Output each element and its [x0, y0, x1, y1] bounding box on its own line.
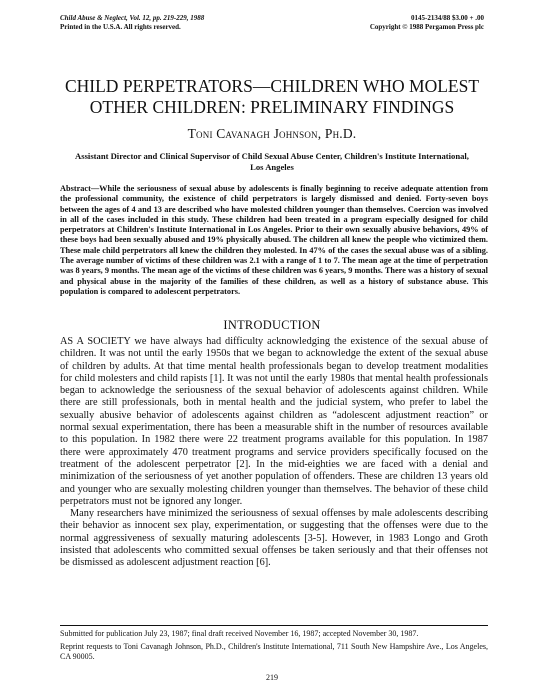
body-text	[60, 336, 488, 570]
issn-code: 0145-2134/88 $3.00 + .00	[410, 14, 484, 22]
journal-citation: Child Abuse & Neglect, Vol. 12, pp. 219-229, 1988	[60, 14, 205, 22]
affiliation-line-2: Los Angeles	[250, 162, 294, 172]
article-title	[60, 76, 484, 118]
abstract-text: —While the seriousness of sexual abuse by adolescents is finally beginning to receive adequate attention from the professional community, the existence of child perpetrators is largely dismissed and denied. Forty-seven boys between the ages of 4 and 13 are described who have molested children younger than themselves. Coercion was involved in all of the cases included in this study. These children had been treated in a program especially designed for child perpetrators at Children's Institute International in Los Angeles. Prior to their own sexually abusive behaviors, 49% of these boys had been sexually abused and 19% physically abused. The children all knew the people who victimized them. These male child perpetrators all knew the children they molested. In 47% of the cases the sexual abuse was of a sibling. The average number of victims of these children was 2.1 with a range of 1 to 7. The mean age at the time of perpetration was 8 years, 9 months. The mean age of the victims of these children was 6 years, 9 months. There was a history of sexual and physical abuse in the majority of the families of these children, as well as a history of substance abuse. This population is compared to adolescent perpetrators.	[60, 184, 488, 296]
paragraph: Many researchers have minimized the seriousness of sexual offenses by male adolescents describing their behavior as innocent sex play, experimentation, or suggesting that the offenses were due to the normal aggressiveness of sexually maturing adolescents [3-5]. However, in 1983 Longo and Groth insisted that adolescents who committed sexual offenses be taken seriously and that their offenses not be dismissed as adolescent adjustment reaction [6].	[60, 508, 488, 569]
paragraph: AS A SOCIETY we have always had difficulty acknowledging the existence of the sexual abuse of children. It was not until the early 1950s that we began to acknowledge the extent of the sexual abuse of children by adults. At that time mental health professionals began to develop treatment modalities for child molesters and child rapists [1]. It was not until the early 1980s that mental health professionals began to acknowledge the seriousness of the sexual behavior of adolescents against children. While there are still professionals, both in mental health and the judicial system, who prefer to label the sexually abusive behavior of adolescents against children as “adolescent adjustment reaction” or normal sexual experimentation, there has been a measurable shift in the number of resources available to this population. In 1982 there were 22 treatment programs available for this population. In 1987 there were approximately 470 treatment programs and service providers specifically focused on the treatment of the adolescent perpetrator [2]. In the mid-eighties we are faced with a denial and minimization of the seriousness of yet another population of offenders. These are children 13 years old and younger who are sexually molesting children younger than themselves. The behavior of these child perpetrators must not be ignored any longer.	[60, 336, 488, 507]
abstract-label: Abstract	[60, 184, 91, 193]
submission-footnote: Submitted for publication July 23, 1987; final draft received November 16, 1987; accepted November 30, 1987.	[60, 629, 419, 638]
journal-header-left	[60, 14, 204, 32]
reprint-footnote: Reprint requests to Toni Cavanagh Johnson, Ph.D., Children's Institute International, 711 South New Hampshire Ave., Los Angeles, CA 90005.	[60, 642, 488, 661]
title-line-1: CHILD PERPETRATORS—CHILDREN WHO MOLEST	[64, 76, 480, 96]
affiliation-line-1: Assistant Director and Clinical Supervisor of Child Sexual Abuse Center, Children's Institute International,	[75, 151, 469, 161]
author-name: Toni Cavanagh Johnson, Ph.D.	[187, 126, 357, 141]
abstract	[60, 184, 488, 297]
page-number: 219	[266, 673, 278, 682]
footnote-divider	[60, 625, 488, 626]
author-affiliation	[70, 151, 474, 173]
printed-notice: Printed in the U.S.A. All rights reserved.	[60, 23, 181, 31]
title-line-2: OTHER CHILDREN: PRELIMINARY FINDINGS	[89, 97, 455, 117]
journal-header-right	[370, 14, 484, 32]
copyright-notice: Copyright © 1988 Pergamon Press plc	[369, 23, 484, 31]
section-heading: INTRODUCTION	[223, 318, 321, 332]
